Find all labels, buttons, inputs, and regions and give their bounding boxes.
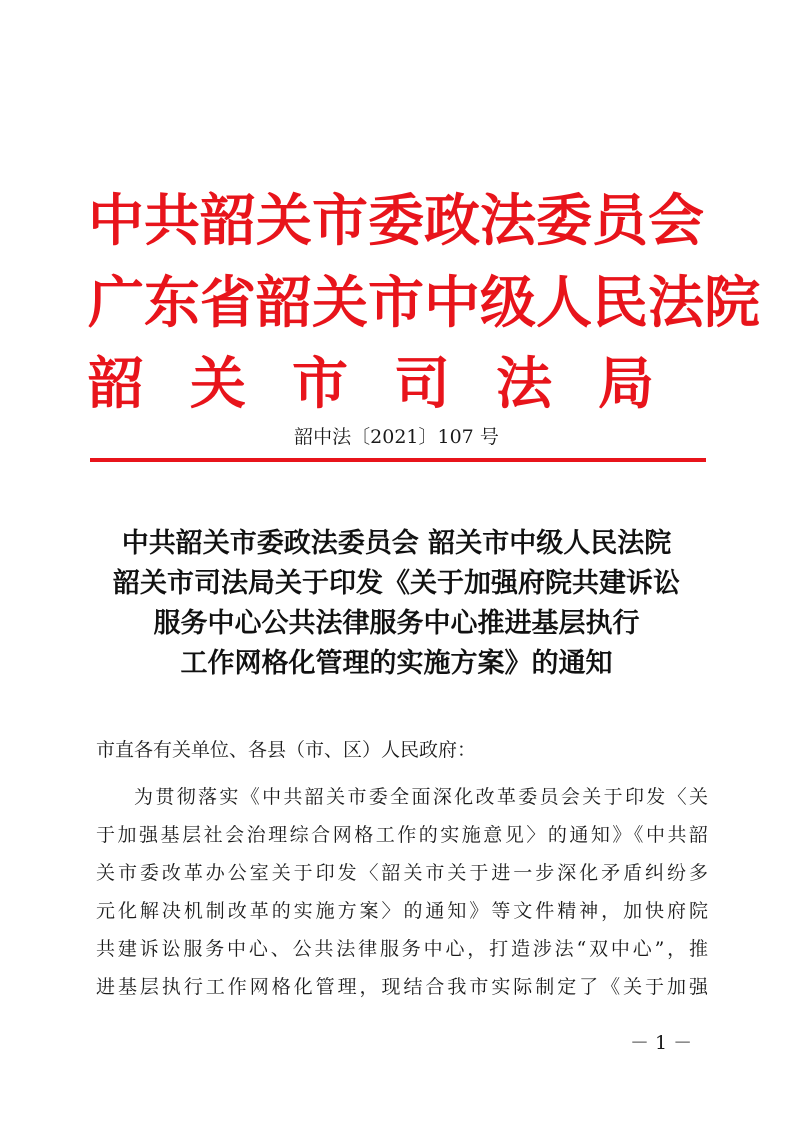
body-line: 共建诉讼服务中心、公共法律服务中心，打造涉法“双中心”，推 [96,938,708,960]
red-divider-line [90,458,706,462]
issuer-party-committee: 中共韶关市委政法委员会 [88,189,704,254]
page-number: － 1 － [630,1032,693,1054]
issuer-intermediate-court: 广东省韶关市中级人民法院 [88,271,760,336]
salutation: 市直各有关单位、各县（市、区）人民政府： [96,739,477,761]
document-number: 韶中法〔2021〕107 号 [294,426,499,448]
body-line: 元化解决机制改革的实施方案〉的通知》等文件精神，加快府院 [96,900,708,922]
title-line: 工作网格化管理的实施方案》的通知 [180,648,613,679]
body-line: 关市委改革办公室关于印发〈韶关市关于进一步深化矛盾纠纷多 [96,862,708,884]
title-line: 中共韶关市委政法委员会 韶关市中级人民法院 [121,528,672,559]
title-line: 韶关市司法局关于印发《关于加强府院共建诉讼 [113,568,680,599]
body-line: 为贯彻落实《中共韶关市委全面深化改革委员会关于印发〈关 [134,786,708,808]
body-line: 进基层执行工作网格化管理，现结合我市实际制定了《关于加强 [96,976,708,998]
body-paragraph [96,778,708,1006]
title-line: 服务中心公共法律服务中心推进基层执行 [153,608,640,639]
issuer-justice-bureau: 韶关市司法局 [88,351,700,417]
document-title [60,524,733,684]
body-line: 于加强基层社会治理综合网格工作的实施意见〉的通知》《中共韶 [96,824,708,846]
